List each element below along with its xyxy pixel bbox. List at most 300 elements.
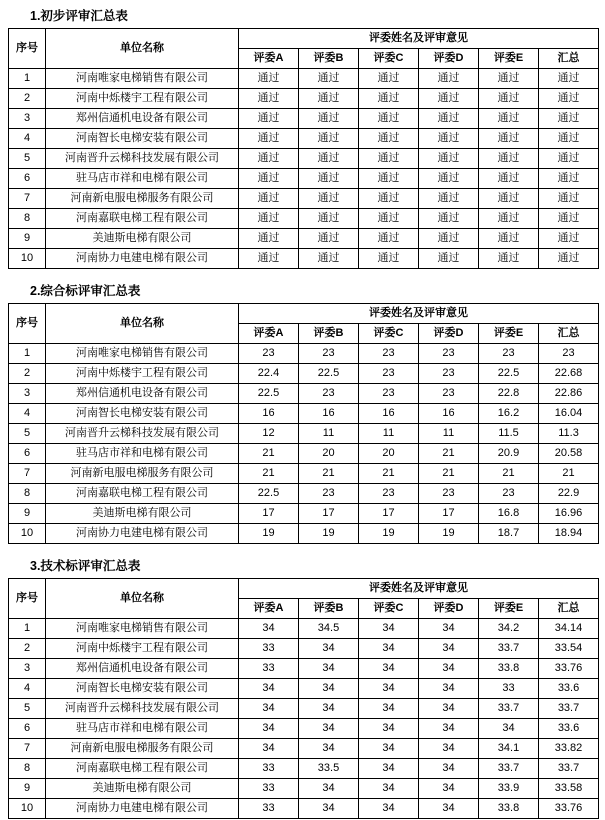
column-header-name: 单位名称 bbox=[46, 29, 239, 69]
table-row bbox=[9, 639, 599, 659]
table-row bbox=[9, 384, 599, 404]
cell-total: 通过 bbox=[539, 129, 599, 149]
cell-judge-b: 11 bbox=[299, 424, 359, 444]
column-header-name: 单位名称 bbox=[46, 304, 239, 344]
cell-judge-c: 34 bbox=[359, 699, 419, 719]
cell-total: 18.94 bbox=[539, 524, 599, 544]
column-header-group: 评委姓名及评审意见 bbox=[239, 304, 599, 324]
cell-name: 河南智长电梯安装有限公司 bbox=[46, 679, 239, 699]
cell-total: 33.6 bbox=[539, 719, 599, 739]
column-header-judge-e: 评委E bbox=[479, 49, 539, 69]
cell-index: 3 bbox=[9, 659, 46, 679]
cell-judge-b: 通过 bbox=[299, 149, 359, 169]
cell-judge-e: 33.7 bbox=[479, 639, 539, 659]
cell-judge-c: 通过 bbox=[359, 89, 419, 109]
column-header-group: 评委姓名及评审意见 bbox=[239, 29, 599, 49]
cell-judge-b: 23 bbox=[299, 344, 359, 364]
cell-judge-d: 通过 bbox=[419, 209, 479, 229]
cell-judge-a: 通过 bbox=[239, 69, 299, 89]
cell-name: 美迪斯电梯有限公司 bbox=[46, 504, 239, 524]
summary-table-comprehensive bbox=[8, 303, 599, 544]
cell-judge-e: 33.7 bbox=[479, 759, 539, 779]
column-header-name: 单位名称 bbox=[46, 579, 239, 619]
table-row bbox=[9, 444, 599, 464]
cell-name: 河南嘉联电梯工程有限公司 bbox=[46, 484, 239, 504]
cell-judge-a: 33 bbox=[239, 799, 299, 819]
section-title: 1.初步评审汇总表 bbox=[30, 9, 128, 23]
cell-judge-a: 33 bbox=[239, 779, 299, 799]
cell-judge-d: 通过 bbox=[419, 89, 479, 109]
cell-judge-b: 23 bbox=[299, 384, 359, 404]
cell-total: 通过 bbox=[539, 209, 599, 229]
cell-name: 河南中烁楼宇工程有限公司 bbox=[46, 89, 239, 109]
cell-judge-b: 34 bbox=[299, 659, 359, 679]
cell-judge-e: 23 bbox=[479, 344, 539, 364]
cell-total: 16.96 bbox=[539, 504, 599, 524]
cell-total: 33.7 bbox=[539, 759, 599, 779]
cell-judge-e: 18.7 bbox=[479, 524, 539, 544]
cell-judge-e: 21 bbox=[479, 464, 539, 484]
column-header-judge-e: 评委E bbox=[479, 599, 539, 619]
cell-index: 10 bbox=[9, 249, 46, 269]
cell-judge-c: 通过 bbox=[359, 69, 419, 89]
cell-judge-d: 17 bbox=[419, 504, 479, 524]
cell-judge-c: 通过 bbox=[359, 209, 419, 229]
cell-judge-b: 23 bbox=[299, 484, 359, 504]
cell-judge-a: 通过 bbox=[239, 169, 299, 189]
cell-judge-e: 通过 bbox=[479, 229, 539, 249]
cell-judge-a: 34 bbox=[239, 739, 299, 759]
cell-judge-c: 通过 bbox=[359, 169, 419, 189]
cell-judge-b: 17 bbox=[299, 504, 359, 524]
column-header-index: 序号 bbox=[9, 579, 46, 619]
cell-total: 34.14 bbox=[539, 619, 599, 639]
cell-judge-e: 11.5 bbox=[479, 424, 539, 444]
cell-total: 22.9 bbox=[539, 484, 599, 504]
cell-index: 8 bbox=[9, 209, 46, 229]
cell-judge-a: 19 bbox=[239, 524, 299, 544]
cell-judge-b: 16 bbox=[299, 404, 359, 424]
table-row bbox=[9, 679, 599, 699]
cell-judge-e: 22.8 bbox=[479, 384, 539, 404]
cell-judge-e: 33 bbox=[479, 679, 539, 699]
cell-judge-c: 34 bbox=[359, 739, 419, 759]
section-comprehensive-review bbox=[8, 281, 597, 544]
cell-name: 河南新电服电梯服务有限公司 bbox=[46, 464, 239, 484]
cell-index: 2 bbox=[9, 364, 46, 384]
cell-index: 5 bbox=[9, 149, 46, 169]
cell-judge-e: 通过 bbox=[479, 109, 539, 129]
cell-name: 河南嘉联电梯工程有限公司 bbox=[46, 209, 239, 229]
cell-total: 22.68 bbox=[539, 364, 599, 384]
cell-judge-d: 34 bbox=[419, 699, 479, 719]
cell-judge-b: 通过 bbox=[299, 209, 359, 229]
cell-index: 1 bbox=[9, 344, 46, 364]
cell-judge-d: 34 bbox=[419, 659, 479, 679]
cell-judge-e: 33.8 bbox=[479, 659, 539, 679]
cell-judge-a: 23 bbox=[239, 344, 299, 364]
cell-judge-d: 34 bbox=[419, 779, 479, 799]
cell-judge-e: 通过 bbox=[479, 69, 539, 89]
cell-judge-c: 34 bbox=[359, 619, 419, 639]
cell-total: 33.76 bbox=[539, 659, 599, 679]
column-header-group: 评委姓名及评审意见 bbox=[239, 579, 599, 599]
cell-judge-a: 34 bbox=[239, 719, 299, 739]
cell-judge-c: 20 bbox=[359, 444, 419, 464]
cell-judge-b: 34 bbox=[299, 639, 359, 659]
cell-total: 33.58 bbox=[539, 779, 599, 799]
cell-judge-e: 20.9 bbox=[479, 444, 539, 464]
section-spacer bbox=[8, 273, 597, 281]
cell-judge-c: 34 bbox=[359, 779, 419, 799]
cell-judge-b: 34.5 bbox=[299, 619, 359, 639]
cell-judge-a: 22.4 bbox=[239, 364, 299, 384]
table-row bbox=[9, 699, 599, 719]
cell-judge-d: 通过 bbox=[419, 249, 479, 269]
table-row bbox=[9, 344, 599, 364]
cell-total: 通过 bbox=[539, 169, 599, 189]
cell-judge-d: 34 bbox=[419, 739, 479, 759]
cell-judge-a: 21 bbox=[239, 464, 299, 484]
cell-name: 河南晋升云梯科技发展有限公司 bbox=[46, 149, 239, 169]
cell-judge-d: 34 bbox=[419, 759, 479, 779]
table-row bbox=[9, 464, 599, 484]
column-header-total: 汇总 bbox=[539, 324, 599, 344]
cell-total: 通过 bbox=[539, 89, 599, 109]
cell-judge-c: 21 bbox=[359, 464, 419, 484]
cell-index: 4 bbox=[9, 404, 46, 424]
cell-total: 33.76 bbox=[539, 799, 599, 819]
cell-judge-d: 11 bbox=[419, 424, 479, 444]
cell-judge-b: 34 bbox=[299, 679, 359, 699]
column-header-judge-b: 评委B bbox=[299, 49, 359, 69]
cell-judge-d: 通过 bbox=[419, 129, 479, 149]
cell-judge-e: 通过 bbox=[479, 189, 539, 209]
table-row bbox=[9, 779, 599, 799]
cell-judge-a: 21 bbox=[239, 444, 299, 464]
cell-judge-d: 34 bbox=[419, 639, 479, 659]
table-row bbox=[9, 404, 599, 424]
column-header-judge-c: 评委C bbox=[359, 324, 419, 344]
table-header-row bbox=[9, 304, 599, 324]
cell-name: 河南协力电建电梯有限公司 bbox=[46, 524, 239, 544]
cell-judge-c: 通过 bbox=[359, 129, 419, 149]
cell-index: 2 bbox=[9, 639, 46, 659]
cell-judge-d: 34 bbox=[419, 619, 479, 639]
column-header-judge-d: 评委D bbox=[419, 324, 479, 344]
cell-name: 河南唯家电梯销售有限公司 bbox=[46, 69, 239, 89]
cell-total: 22.86 bbox=[539, 384, 599, 404]
cell-judge-a: 17 bbox=[239, 504, 299, 524]
cell-total: 20.58 bbox=[539, 444, 599, 464]
cell-judge-c: 通过 bbox=[359, 189, 419, 209]
table-header-row bbox=[9, 29, 599, 49]
cell-judge-a: 22.5 bbox=[239, 484, 299, 504]
cell-total: 通过 bbox=[539, 109, 599, 129]
cell-judge-b: 33.5 bbox=[299, 759, 359, 779]
table-row bbox=[9, 719, 599, 739]
cell-name: 郑州信通机电设备有限公司 bbox=[46, 659, 239, 679]
cell-judge-d: 34 bbox=[419, 719, 479, 739]
cell-judge-e: 通过 bbox=[479, 209, 539, 229]
cell-judge-c: 通过 bbox=[359, 149, 419, 169]
cell-judge-b: 通过 bbox=[299, 189, 359, 209]
table-row bbox=[9, 69, 599, 89]
cell-total: 通过 bbox=[539, 149, 599, 169]
cell-judge-a: 34 bbox=[239, 699, 299, 719]
table-row bbox=[9, 524, 599, 544]
table-row bbox=[9, 504, 599, 524]
cell-index: 10 bbox=[9, 799, 46, 819]
cell-judge-e: 16.2 bbox=[479, 404, 539, 424]
cell-name: 河南新电服电梯服务有限公司 bbox=[46, 739, 239, 759]
table-row bbox=[9, 759, 599, 779]
cell-judge-c: 23 bbox=[359, 344, 419, 364]
cell-judge-b: 通过 bbox=[299, 249, 359, 269]
table-row bbox=[9, 659, 599, 679]
cell-judge-b: 34 bbox=[299, 799, 359, 819]
cell-judge-b: 34 bbox=[299, 699, 359, 719]
cell-judge-a: 通过 bbox=[239, 189, 299, 209]
cell-index: 6 bbox=[9, 719, 46, 739]
cell-judge-d: 23 bbox=[419, 484, 479, 504]
cell-index: 7 bbox=[9, 739, 46, 759]
cell-judge-b: 通过 bbox=[299, 169, 359, 189]
cell-judge-d: 23 bbox=[419, 344, 479, 364]
column-header-judge-d: 评委D bbox=[419, 49, 479, 69]
cell-name: 河南中烁楼宇工程有限公司 bbox=[46, 639, 239, 659]
cell-judge-a: 通过 bbox=[239, 129, 299, 149]
cell-judge-a: 12 bbox=[239, 424, 299, 444]
cell-total: 21 bbox=[539, 464, 599, 484]
table-row bbox=[9, 149, 599, 169]
cell-name: 美迪斯电梯有限公司 bbox=[46, 229, 239, 249]
cell-index: 7 bbox=[9, 189, 46, 209]
cell-total: 通过 bbox=[539, 69, 599, 89]
cell-index: 9 bbox=[9, 779, 46, 799]
cell-name: 河南智长电梯安装有限公司 bbox=[46, 404, 239, 424]
cell-total: 33.6 bbox=[539, 679, 599, 699]
cell-judge-e: 34 bbox=[479, 719, 539, 739]
table-header-row bbox=[9, 579, 599, 599]
cell-judge-a: 33 bbox=[239, 759, 299, 779]
cell-index: 5 bbox=[9, 699, 46, 719]
cell-name: 河南智长电梯安装有限公司 bbox=[46, 129, 239, 149]
column-header-judge-c: 评委C bbox=[359, 599, 419, 619]
cell-judge-d: 34 bbox=[419, 679, 479, 699]
cell-judge-d: 通过 bbox=[419, 229, 479, 249]
section-preliminary-review bbox=[8, 6, 597, 269]
column-header-judge-a: 评委A bbox=[239, 599, 299, 619]
cell-judge-c: 23 bbox=[359, 364, 419, 384]
cell-total: 通过 bbox=[539, 249, 599, 269]
summary-table-preliminary bbox=[8, 28, 599, 269]
cell-judge-d: 21 bbox=[419, 464, 479, 484]
table-row bbox=[9, 89, 599, 109]
table-row bbox=[9, 364, 599, 384]
cell-name: 河南晋升云梯科技发展有限公司 bbox=[46, 424, 239, 444]
cell-judge-b: 34 bbox=[299, 779, 359, 799]
cell-judge-b: 通过 bbox=[299, 129, 359, 149]
table-row bbox=[9, 189, 599, 209]
cell-judge-a: 通过 bbox=[239, 149, 299, 169]
cell-index: 9 bbox=[9, 504, 46, 524]
cell-total: 11.3 bbox=[539, 424, 599, 444]
cell-name: 驻马店市祥和电梯有限公司 bbox=[46, 719, 239, 739]
column-header-index: 序号 bbox=[9, 304, 46, 344]
summary-table-technical bbox=[8, 578, 599, 819]
cell-judge-e: 通过 bbox=[479, 169, 539, 189]
cell-judge-e: 33.9 bbox=[479, 779, 539, 799]
cell-judge-b: 通过 bbox=[299, 109, 359, 129]
table-row bbox=[9, 424, 599, 444]
cell-judge-d: 通过 bbox=[419, 109, 479, 129]
cell-judge-c: 34 bbox=[359, 679, 419, 699]
column-header-index: 序号 bbox=[9, 29, 46, 69]
table-row bbox=[9, 619, 599, 639]
cell-judge-c: 34 bbox=[359, 659, 419, 679]
cell-total: 33.82 bbox=[539, 739, 599, 759]
cell-index: 8 bbox=[9, 484, 46, 504]
table-row bbox=[9, 739, 599, 759]
cell-judge-a: 通过 bbox=[239, 209, 299, 229]
cell-judge-c: 34 bbox=[359, 719, 419, 739]
cell-judge-e: 22.5 bbox=[479, 364, 539, 384]
cell-judge-c: 通过 bbox=[359, 109, 419, 129]
cell-judge-b: 34 bbox=[299, 739, 359, 759]
cell-index: 3 bbox=[9, 384, 46, 404]
cell-name: 河南晋升云梯科技发展有限公司 bbox=[46, 699, 239, 719]
column-header-judge-a: 评委A bbox=[239, 324, 299, 344]
cell-judge-c: 23 bbox=[359, 384, 419, 404]
column-header-judge-b: 评委B bbox=[299, 324, 359, 344]
cell-total: 33.54 bbox=[539, 639, 599, 659]
cell-judge-d: 21 bbox=[419, 444, 479, 464]
cell-judge-c: 34 bbox=[359, 639, 419, 659]
cell-judge-b: 19 bbox=[299, 524, 359, 544]
table-row bbox=[9, 169, 599, 189]
section-title: 3.技术标评审汇总表 bbox=[30, 559, 141, 573]
cell-index: 5 bbox=[9, 424, 46, 444]
cell-judge-a: 33 bbox=[239, 639, 299, 659]
cell-judge-e: 33.8 bbox=[479, 799, 539, 819]
cell-judge-a: 通过 bbox=[239, 229, 299, 249]
cell-judge-b: 通过 bbox=[299, 229, 359, 249]
cell-judge-e: 通过 bbox=[479, 249, 539, 269]
cell-judge-e: 通过 bbox=[479, 89, 539, 109]
cell-judge-a: 34 bbox=[239, 679, 299, 699]
cell-judge-c: 17 bbox=[359, 504, 419, 524]
section-technical-review bbox=[8, 556, 597, 819]
cell-judge-c: 19 bbox=[359, 524, 419, 544]
cell-index: 6 bbox=[9, 444, 46, 464]
cell-index: 1 bbox=[9, 619, 46, 639]
cell-index: 3 bbox=[9, 109, 46, 129]
cell-judge-b: 21 bbox=[299, 464, 359, 484]
cell-name: 美迪斯电梯有限公司 bbox=[46, 779, 239, 799]
cell-judge-b: 通过 bbox=[299, 69, 359, 89]
column-header-judge-d: 评委D bbox=[419, 599, 479, 619]
cell-total: 33.7 bbox=[539, 699, 599, 719]
cell-name: 河南嘉联电梯工程有限公司 bbox=[46, 759, 239, 779]
cell-judge-c: 16 bbox=[359, 404, 419, 424]
cell-judge-b: 通过 bbox=[299, 89, 359, 109]
cell-index: 9 bbox=[9, 229, 46, 249]
cell-index: 8 bbox=[9, 759, 46, 779]
column-header-total: 汇总 bbox=[539, 599, 599, 619]
cell-judge-e: 34.1 bbox=[479, 739, 539, 759]
cell-judge-c: 通过 bbox=[359, 229, 419, 249]
table-row bbox=[9, 484, 599, 504]
cell-judge-a: 22.5 bbox=[239, 384, 299, 404]
cell-judge-e: 16.8 bbox=[479, 504, 539, 524]
cell-judge-d: 通过 bbox=[419, 189, 479, 209]
section-spacer bbox=[8, 548, 597, 556]
cell-index: 6 bbox=[9, 169, 46, 189]
cell-judge-c: 34 bbox=[359, 799, 419, 819]
column-header-judge-b: 评委B bbox=[299, 599, 359, 619]
cell-judge-a: 16 bbox=[239, 404, 299, 424]
cell-index: 10 bbox=[9, 524, 46, 544]
cell-name: 河南新电服电梯服务有限公司 bbox=[46, 189, 239, 209]
cell-index: 2 bbox=[9, 89, 46, 109]
cell-name: 河南协力电建电梯有限公司 bbox=[46, 799, 239, 819]
cell-judge-d: 23 bbox=[419, 364, 479, 384]
cell-name: 驻马店市祥和电梯有限公司 bbox=[46, 169, 239, 189]
cell-index: 7 bbox=[9, 464, 46, 484]
section-title: 2.综合标评审汇总表 bbox=[30, 284, 141, 298]
cell-name: 河南唯家电梯销售有限公司 bbox=[46, 344, 239, 364]
cell-judge-a: 通过 bbox=[239, 109, 299, 129]
cell-total: 16.04 bbox=[539, 404, 599, 424]
cell-judge-a: 34 bbox=[239, 619, 299, 639]
cell-judge-b: 20 bbox=[299, 444, 359, 464]
cell-judge-d: 34 bbox=[419, 799, 479, 819]
cell-judge-e: 23 bbox=[479, 484, 539, 504]
cell-judge-e: 34.2 bbox=[479, 619, 539, 639]
cell-judge-d: 通过 bbox=[419, 69, 479, 89]
cell-name: 郑州信通机电设备有限公司 bbox=[46, 384, 239, 404]
cell-index: 4 bbox=[9, 129, 46, 149]
cell-judge-a: 通过 bbox=[239, 89, 299, 109]
cell-name: 郑州信通机电设备有限公司 bbox=[46, 109, 239, 129]
cell-judge-d: 通过 bbox=[419, 169, 479, 189]
cell-total: 通过 bbox=[539, 229, 599, 249]
cell-judge-c: 23 bbox=[359, 484, 419, 504]
table-row bbox=[9, 249, 599, 269]
cell-total: 23 bbox=[539, 344, 599, 364]
cell-judge-d: 通过 bbox=[419, 149, 479, 169]
cell-judge-d: 19 bbox=[419, 524, 479, 544]
cell-name: 河南协力电建电梯有限公司 bbox=[46, 249, 239, 269]
cell-total: 通过 bbox=[539, 189, 599, 209]
table-row bbox=[9, 229, 599, 249]
column-header-total: 汇总 bbox=[539, 49, 599, 69]
cell-judge-c: 11 bbox=[359, 424, 419, 444]
cell-judge-c: 通过 bbox=[359, 249, 419, 269]
column-header-judge-e: 评委E bbox=[479, 324, 539, 344]
cell-judge-c: 34 bbox=[359, 759, 419, 779]
cell-judge-e: 通过 bbox=[479, 149, 539, 169]
table-row bbox=[9, 209, 599, 229]
cell-judge-a: 通过 bbox=[239, 249, 299, 269]
cell-judge-d: 16 bbox=[419, 404, 479, 424]
cell-judge-a: 33 bbox=[239, 659, 299, 679]
cell-judge-d: 23 bbox=[419, 384, 479, 404]
cell-judge-e: 33.7 bbox=[479, 699, 539, 719]
cell-index: 4 bbox=[9, 679, 46, 699]
cell-judge-e: 通过 bbox=[479, 129, 539, 149]
